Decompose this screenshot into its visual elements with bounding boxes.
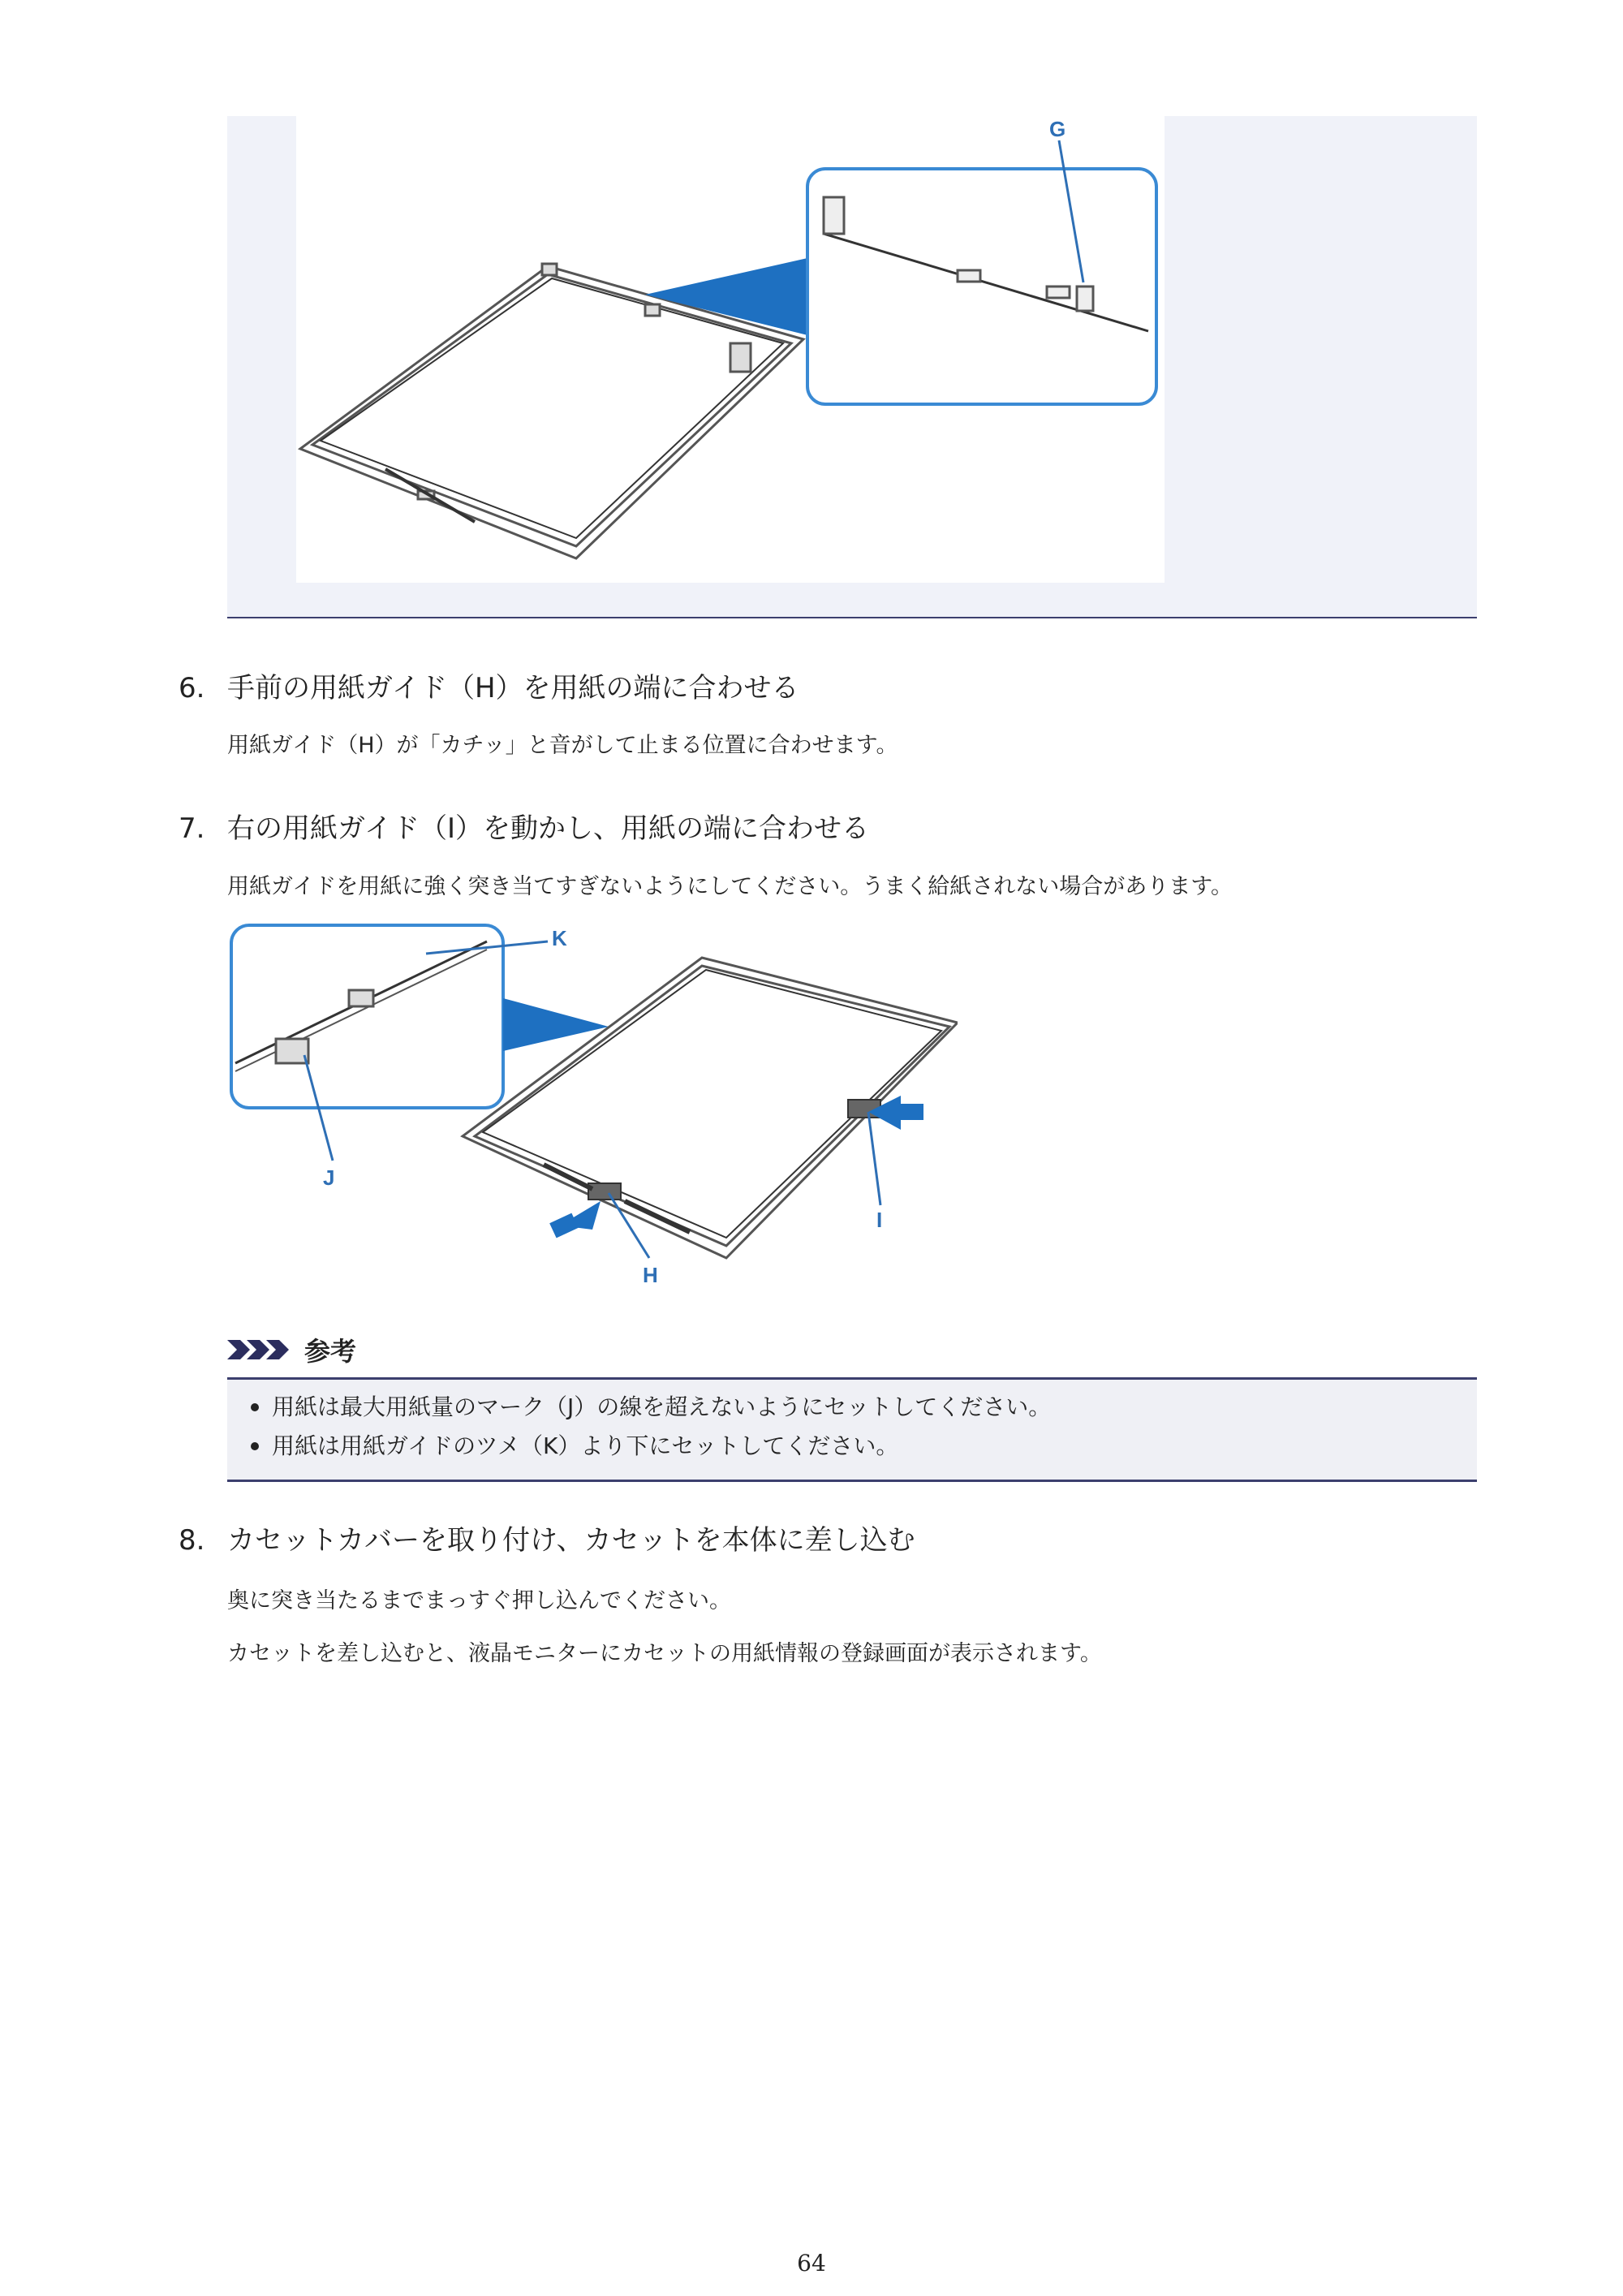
step-number: 8.	[179, 1524, 205, 1557]
figure-paper-guide-i	[227, 917, 958, 1307]
step-7-paragraph: 用紙ガイドを用紙に強く突き当てすぎないようにしてください。うまく給紙されない場合があります。	[227, 874, 1233, 899]
step-8-paragraph-2: カセットを差し込むと、液晶モニターにカセットの用紙情報の登録画面が表示されます。	[227, 1641, 1102, 1666]
callout-label-g: G	[1049, 117, 1066, 141]
note-header	[227, 1329, 356, 1370]
callout-label-i: I	[876, 1208, 883, 1232]
figure-photo	[296, 116, 1165, 583]
step-8-paragraph-1: 奥に突き当たるまでまっすぐ押し込んでください。	[227, 1588, 731, 1613]
step-number: 7.	[179, 812, 205, 845]
chevrons-icon	[227, 1338, 296, 1361]
note-title: 参考	[304, 1336, 357, 1367]
step-7-title	[179, 806, 869, 846]
note-item: 用紙は用紙ガイドのツメ（K）より下にセットしてください。	[272, 1427, 1477, 1466]
step-6-paragraph: 用紙ガイド（H）が「カチッ」と音がして止まる位置に合わせます。	[227, 733, 898, 758]
note-box	[227, 1377, 1477, 1482]
figure-paper-guide-g	[227, 116, 1477, 617]
figure-divider	[227, 617, 1477, 618]
step-number: 6.	[179, 672, 205, 704]
callout-label-h: H	[643, 1263, 658, 1287]
note-item: 用紙は最大用紙量のマーク（J）の線を超えないようにセットしてください。	[272, 1388, 1477, 1427]
callout-label-j: J	[323, 1165, 335, 1190]
step-title-text: 手前の用紙ガイド（H）を用紙の端に合わせる	[227, 672, 799, 704]
callout-label-k: K	[552, 926, 567, 950]
note-list	[227, 1380, 1477, 1466]
step-title-text: カセットカバーを取り付け、カセットを本体に差し込む	[227, 1524, 915, 1557]
page-number: 64	[797, 2250, 826, 2277]
step-title-text: 右の用紙ガイド（I）を動かし、用紙の端に合わせる	[227, 812, 870, 845]
step-8-title	[179, 1518, 915, 1557]
step-6-title	[179, 666, 799, 705]
